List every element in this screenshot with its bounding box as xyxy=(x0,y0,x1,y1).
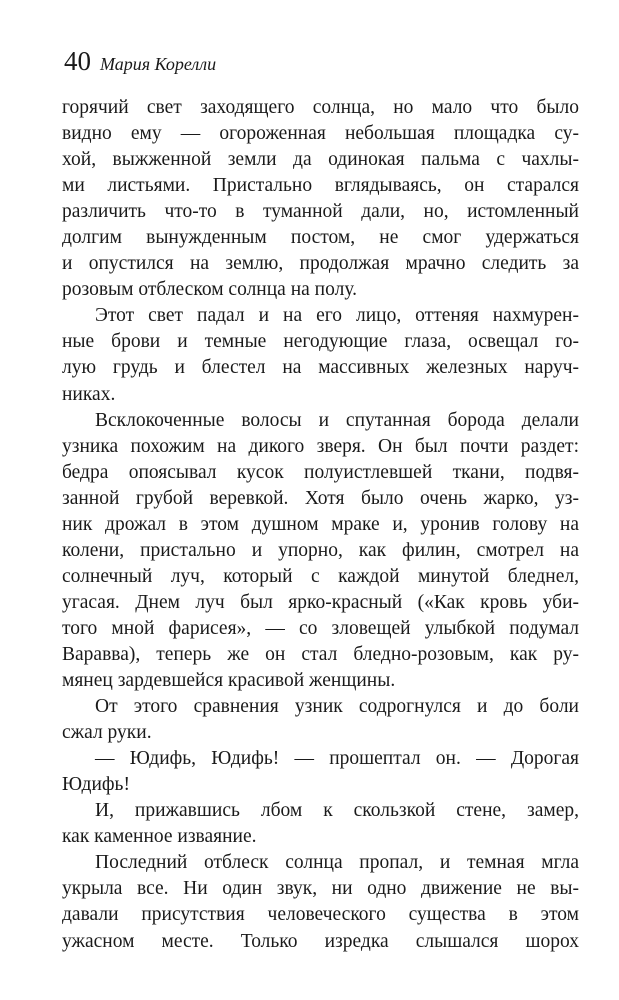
paragraph xyxy=(62,850,579,954)
text-line: ник дрожал в этом душном мраке и, уронив голову на xyxy=(62,513,579,535)
paragraph xyxy=(62,694,579,746)
text-line: колени, пристально и упорно, как филин, смотрел на xyxy=(62,539,579,561)
text-line: бедра опоясывал кусок полуистлевшей ткани, подвя- xyxy=(62,461,579,483)
text-line: как каменное изваяние. xyxy=(62,826,257,848)
text-line: Этот свет падал и на его лицо, оттеняя нахмурен- xyxy=(95,305,579,327)
text-line: розовым отблеском солнца на полу. xyxy=(62,279,357,301)
text-line: Варавва), теперь же он стал бледно-розовым, как ру- xyxy=(62,643,579,665)
text-line: занной грубой веревкой. Хотя было очень жарко, уз- xyxy=(62,487,579,509)
paragraph xyxy=(62,746,579,798)
text-line: горячий свет заходящего солнца, но мало что было xyxy=(62,97,579,118)
text-line: угасая. Днем луч был ярко-красный («Как кровь уби- xyxy=(62,591,579,613)
paragraph xyxy=(62,303,579,407)
paragraph xyxy=(62,798,579,850)
text-line: того мной фарисея», — со зловещей улыбкой подумал xyxy=(62,617,579,639)
text-line: давали присутствия человеческого существа в этом xyxy=(62,904,579,926)
text-line: видно ему — огороженная небольшая площадка су- xyxy=(62,123,579,145)
running-header xyxy=(64,46,216,77)
text-line: И, прижавшись лбом к скользкой стене, замер, xyxy=(95,800,579,822)
text-line: ные брови и темные негодующие глаза, освещал го- xyxy=(62,331,579,353)
text-line: долгим вынужденным постом, не смог удержаться xyxy=(62,227,579,249)
paragraph xyxy=(62,408,579,695)
text-line: Последний отблеск солнца пропал, и темная мгла xyxy=(95,852,579,874)
text-line: узника похожим на дикого зверя. Он был почти раздет: xyxy=(62,435,579,457)
text-line: различить что-то в туманной дали, но, истомленный xyxy=(62,201,579,223)
page-body-text xyxy=(62,95,579,955)
text-line: мянец зардевшейся красивой женщины. xyxy=(62,670,396,692)
text-line: сжал руки. xyxy=(62,722,152,744)
text-line: ужасном месте. Только изредка слышался шорох xyxy=(62,930,579,952)
paragraph xyxy=(62,95,579,303)
text-line: Всклокоченные волосы и спутанная борода делали xyxy=(95,409,579,431)
text-line: От этого сравнения узник содрогнулся и до боли xyxy=(95,696,579,718)
text-line: — Юдифь, Юдифь! — прошептал он. — Дорогая xyxy=(95,748,579,770)
text-line: хой, выжженной земли да одинокая пальма с чахлы- xyxy=(62,149,579,171)
page-number: 40 xyxy=(64,46,91,76)
text-line: Юдифь! xyxy=(62,774,130,796)
author-name: Мария Корелли xyxy=(100,54,217,74)
text-line: укрыла все. Ни один звук, ни одно движение не вы- xyxy=(62,878,579,900)
text-line: лую грудь и блестел на массивных железных наруч- xyxy=(62,357,579,379)
text-line: ми листьями. Пристально вглядываясь, он старался xyxy=(62,175,579,197)
text-line: и опустился на землю, продолжая мрачно следить за xyxy=(62,253,579,275)
text-line: солнечный луч, который с каждой минутой бледнел, xyxy=(62,565,579,587)
text-line: никах. xyxy=(62,383,116,405)
